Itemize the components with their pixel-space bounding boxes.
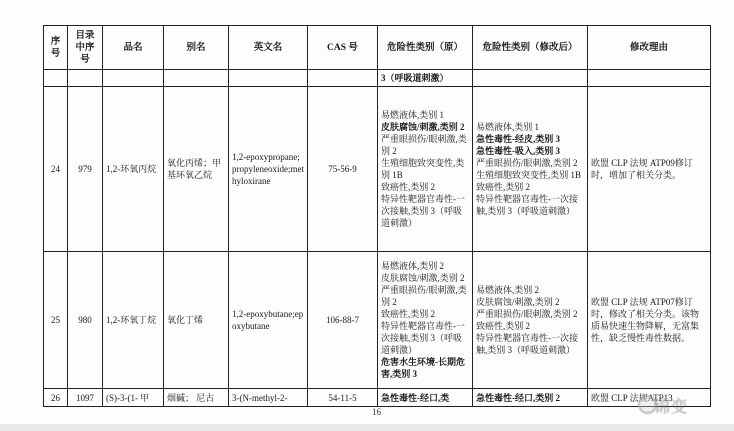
- cell-alias: 烟碱； 尼古: [164, 389, 229, 407]
- hazard-item: 严重眼损伤/眼刺激,类别 2: [381, 285, 467, 307]
- cell-empty: [308, 70, 378, 87]
- col-header-seq: 序号: [44, 26, 68, 70]
- hazard-item: 特异性靶器官毒性-一次接触,类别 3（呼吸道刺激）: [381, 321, 465, 355]
- hazard-item: 严重眼损伤/眼刺激,类别 2: [476, 158, 578, 168]
- hazard-item: 皮肤腐蚀/刺激,类别 2: [381, 122, 465, 132]
- col-header-hazard-revised: 危险性类别（修改后）: [473, 26, 588, 70]
- hazard-item: 急性毒性-吸入,类别 3: [476, 146, 560, 156]
- cell-hazard-orig: [378, 252, 473, 389]
- cell-english: 1,2-epoxypropane;propyleneoxidе;methyloxirane: [229, 87, 308, 252]
- cell-name: 1,2-环氧丙烷: [103, 87, 164, 252]
- page-number: 16: [372, 407, 381, 417]
- cell-empty: [44, 70, 68, 87]
- hazard-item: 致癌性,类别 2: [476, 182, 531, 192]
- cell-alias: 氧化丁烯: [164, 252, 229, 389]
- hazard-item: 皮肤腐蚀/刺激,类别 2: [476, 297, 560, 307]
- cell-reason: 欧盟 CLP 法规 ATP07修订时，修改了相关分类。该物质易快速生物降解，无富集性，缺乏慢性毒性数据。: [588, 252, 711, 389]
- col-header-english: 英文名: [229, 26, 308, 70]
- cell-empty: [588, 70, 711, 87]
- hazard-item: 皮肤腐蚀/刺激,类别 2: [381, 273, 465, 283]
- cell-cas: 106-88-7: [308, 252, 378, 389]
- table-row: [44, 87, 711, 252]
- carryover-row: [44, 70, 711, 87]
- hazard-item: 致癌性,类别 2: [381, 182, 436, 192]
- cell-catalog-no: 979: [68, 87, 103, 252]
- hazard-item: 生殖细胞致突变性,类别 1B: [476, 170, 582, 180]
- col-header-catalog-no: 目录中序号: [68, 26, 103, 70]
- col-header-name: 品名: [103, 26, 164, 70]
- cell-hazard-orig: [378, 70, 473, 87]
- cell-name: (S)-3-(1- 甲: [103, 389, 164, 407]
- hazard-item: 易燃液体,类别 1: [476, 122, 540, 132]
- footer-strip: [0, 424, 734, 431]
- col-header-alias: 别名: [164, 26, 229, 70]
- cell-empty: [68, 70, 103, 87]
- hazard-item: 危害水生环境-长期危害,类别 3: [381, 357, 465, 379]
- hazard-item: 致癌性,类别 2: [381, 309, 436, 319]
- cell-empty: [164, 70, 229, 87]
- hazard-classification-table: [43, 25, 711, 407]
- cell-seq: 26: [44, 389, 68, 407]
- watermark-text: 锦变: [654, 398, 689, 416]
- cell-seq: 25: [44, 252, 68, 389]
- cell-empty: [103, 70, 164, 87]
- col-header-cas: CAS 号: [308, 26, 378, 70]
- col-header-reason: 修改理由: [588, 26, 711, 70]
- hazard-item: 易燃液体,类别 2: [476, 285, 540, 295]
- cell-catalog-no: 1097: [68, 389, 103, 407]
- cell-english: 3-(N-methyl-2-: [229, 389, 308, 407]
- hazard-item: 急性毒性-经口,类别 2: [476, 392, 560, 403]
- table-header-row: [44, 26, 711, 70]
- hazard-item: 致癌性,类别 2: [476, 321, 531, 331]
- hazard-item: 易燃液体,类别 2: [381, 261, 445, 271]
- cell-empty: [473, 70, 588, 87]
- cell-reason: 欧盟 CLP 法规ATP13: [588, 389, 711, 407]
- hazard-item: 严重眼损伤/眼刺激,类别 2: [381, 134, 467, 156]
- cell-hazard-revised: [473, 87, 588, 252]
- table-row: [44, 252, 711, 389]
- cell-name: 1,2-环氧丁烷: [103, 252, 164, 389]
- cell-catalog-no: 980: [68, 252, 103, 389]
- hazard-item: 特异性靶器官毒性-一次接触,类别 3（呼吸道刺激）: [476, 194, 578, 216]
- cell-empty: [229, 70, 308, 87]
- hazard-item: 易燃液体,类别 1: [381, 110, 445, 120]
- cell-hazard-orig: [378, 87, 473, 252]
- cell-cas: 75-56-9: [308, 87, 378, 252]
- hazard-item: 急性毒性-经皮,类别 3: [476, 134, 560, 144]
- hazard-item: 严重眼损伤/眼刺激,类别 2: [476, 309, 578, 319]
- cell-hazard-revised: [473, 252, 588, 389]
- hazard-item: 急性毒性-经口,类: [381, 392, 450, 403]
- cell-hazard-revised: [473, 389, 588, 407]
- cell-seq: 24: [44, 87, 68, 252]
- table-row: [44, 389, 711, 407]
- cell-reason: 欧盟 CLP 法规 ATP09修订时，增加了相关分类。: [588, 87, 711, 252]
- hazard-item: 特异性靶器官毒性-一次接触,类别 3（呼吸道刺激）: [476, 333, 578, 355]
- hazard-item: 3（呼吸道刺激）: [381, 73, 449, 83]
- cell-cas: 54-11-5: [308, 389, 378, 407]
- col-header-hazard-orig: 危险性类别（原）: [378, 26, 473, 70]
- cell-alias: 氧化丙烯；甲基环氧乙烷: [164, 87, 229, 252]
- cell-english: 1,2-epoxybutane;epoxybutane: [229, 252, 308, 389]
- cell-hazard-orig: [378, 389, 473, 407]
- hazard-item: 特异性靶器官毒性-一次接触,类别 3（呼吸道刺激）: [381, 194, 465, 228]
- hazard-item: 生殖细胞致突变性,类别 1B: [381, 158, 465, 180]
